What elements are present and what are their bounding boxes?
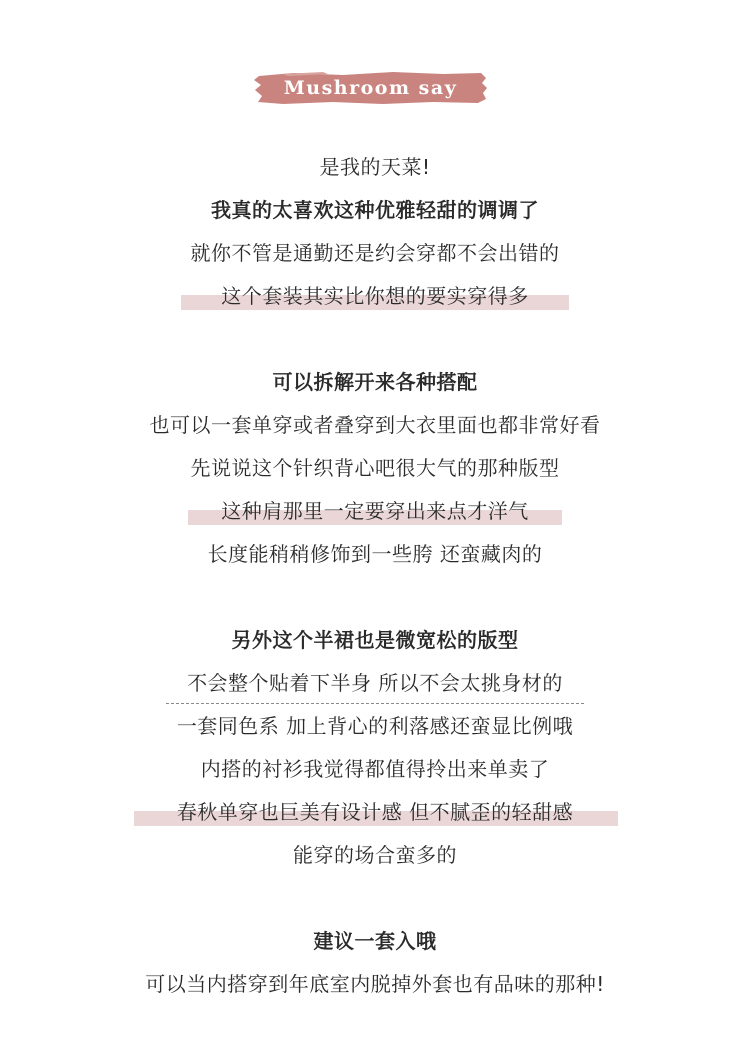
text-line: 可以当内搭穿到年底室内脱掉外套也有品味的那种! <box>145 972 605 996</box>
highlighted-text-line: 这个套装其实比你想的要实穿得多 <box>221 284 529 308</box>
highlighted-text-line: 这种肩那里一定要穿出来点才洋气 <box>221 499 529 523</box>
heading-line: 建议一套入哦 <box>313 929 437 953</box>
heading-line: 可以拆解开来各种搭配 <box>272 370 478 394</box>
text-line: 先说说这个针织背心吧很大气的那种版型 <box>190 456 560 480</box>
highlighted-text-line: 春秋单穿也巨美有设计感 但不腻歪的轻甜感 <box>176 800 574 824</box>
heading-line: 另外这个半裙也是微宽松的版型 <box>231 628 519 652</box>
text-line: 长度能稍稍修饰到一些胯 还蛮藏肉的 <box>207 542 543 566</box>
text-line: 内搭的衬衫我觉得都值得拎出来单卖了 <box>200 757 550 781</box>
text-line: 能穿的场合蛮多的 <box>293 843 457 867</box>
banner-title: Mushroom say <box>283 77 458 99</box>
text-line: 一套同色系 加上背心的利落感还蛮显比例哦 <box>176 714 574 738</box>
text-line: 就你不管是通勤还是约会穿都不会出错的 <box>190 241 560 265</box>
text-line: 不会整个贴着下半身 所以不会太挑身材的 <box>187 671 563 695</box>
heading-line: 我真的太喜欢这种优雅轻甜的调调了 <box>211 198 539 222</box>
text-line: 是我的天菜! <box>319 155 431 179</box>
section-banner <box>253 69 488 107</box>
dashed-divider <box>166 703 584 704</box>
text-line: 也可以一套单穿或者叠穿到大衣里面也都非常好看 <box>149 413 601 437</box>
